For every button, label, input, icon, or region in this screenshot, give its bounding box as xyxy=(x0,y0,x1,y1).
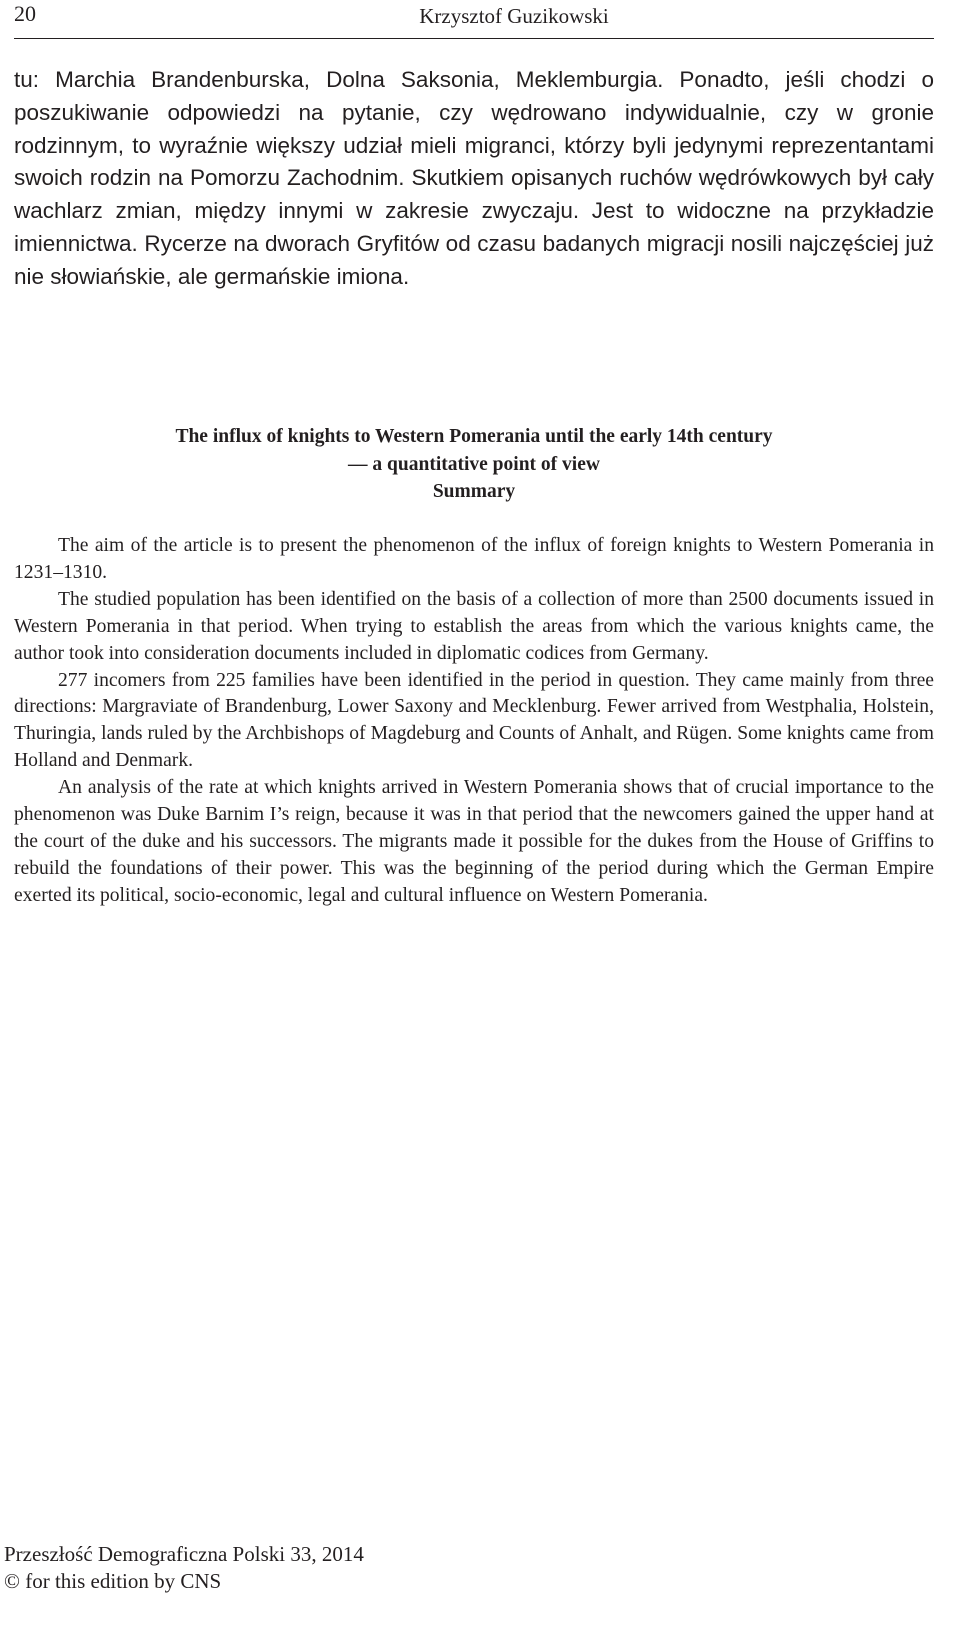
summary-paragraph: The studied population has been identified on the basis of a collection of more than 2500 documents issued in Western Pomerania in that period. When trying to establish the areas from which the various knights came, the author took into consideration documents included in diplomatic codices from Germany. xyxy=(14,588,934,664)
page-number: 20 xyxy=(14,1,36,26)
summary-title-line-1: The influx of knights to Western Pomerania until the early 14th century xyxy=(175,426,773,447)
footer-copyright: © for this edition by CNS xyxy=(4,1569,222,1593)
summary-paragraph: 277 incomers from 225 families have been identified in the period in question. They came mainly from three directions: Margraviate of Brandenburg, Lower Saxony and Mecklenburg. Fewer arrived from Westphalia, Holstein, Thuringia, lands ruled by the Archbishops of Magdeburg and Counts of Anhalt, and Rügen. Some knights came from Holland and Denmark. xyxy=(14,669,934,772)
summary-title-line-2: — a quantitative point of view xyxy=(348,453,600,475)
summary-title-block xyxy=(14,423,934,506)
summary-heading: Summary xyxy=(432,481,516,502)
summary-paragraph: The aim of the article is to present the phenomenon of the influx of foreign knights to Western Pomerania in 1231–1310. xyxy=(14,535,934,583)
page-header xyxy=(14,0,934,39)
footer-journal: Przeszłość Demograficzna Polski 33, 2014 xyxy=(4,1542,364,1566)
page-footer xyxy=(4,1541,364,1595)
running-head-author: Krzysztof Guzikowski xyxy=(419,4,609,28)
summary-paragraph: An analysis of the rate at which knights arrived in Western Pomerania shows that of crucial importance to the phenomenon was Duke Barnim I’s reign, because it was in that period that the newcomers gained the upper hand at the court of the duke and his successors. The migrants made it possible for the dukes from the House of Griffins to rebuild the foundations of their power. This was the beginning of the period during which the German Empire exerted its political, socio-economic, legal and cultural influence on Western Pomerania. xyxy=(14,777,934,906)
summary-body xyxy=(14,533,934,910)
body-paragraph-polish: tu: Marchia Brandenburska, Dolna Saksonia, Meklemburgia. Ponadto, jeśli chodzi o poszukiwanie odpowiedzi na pytanie, czy wędrowano indywidualnie, czy w gronie rodzinnym, to wyraźnie większy udział mieli migranci, którzy byli jedynymi reprezentantami swoich rodzin na Pomorzu Zachodnim. Skutkiem opisanych ruchów wędrówkowych był cały wachlarz zmian, między innymi w zakresie zwyczaju. Jest to widoczne na przykładzie imiennictwa. Rycerze na dworach Gryfitów od czasu badanych migracji nosili najczęściej już nie słowiańskie, ale germańskie imiona. xyxy=(14,67,934,289)
